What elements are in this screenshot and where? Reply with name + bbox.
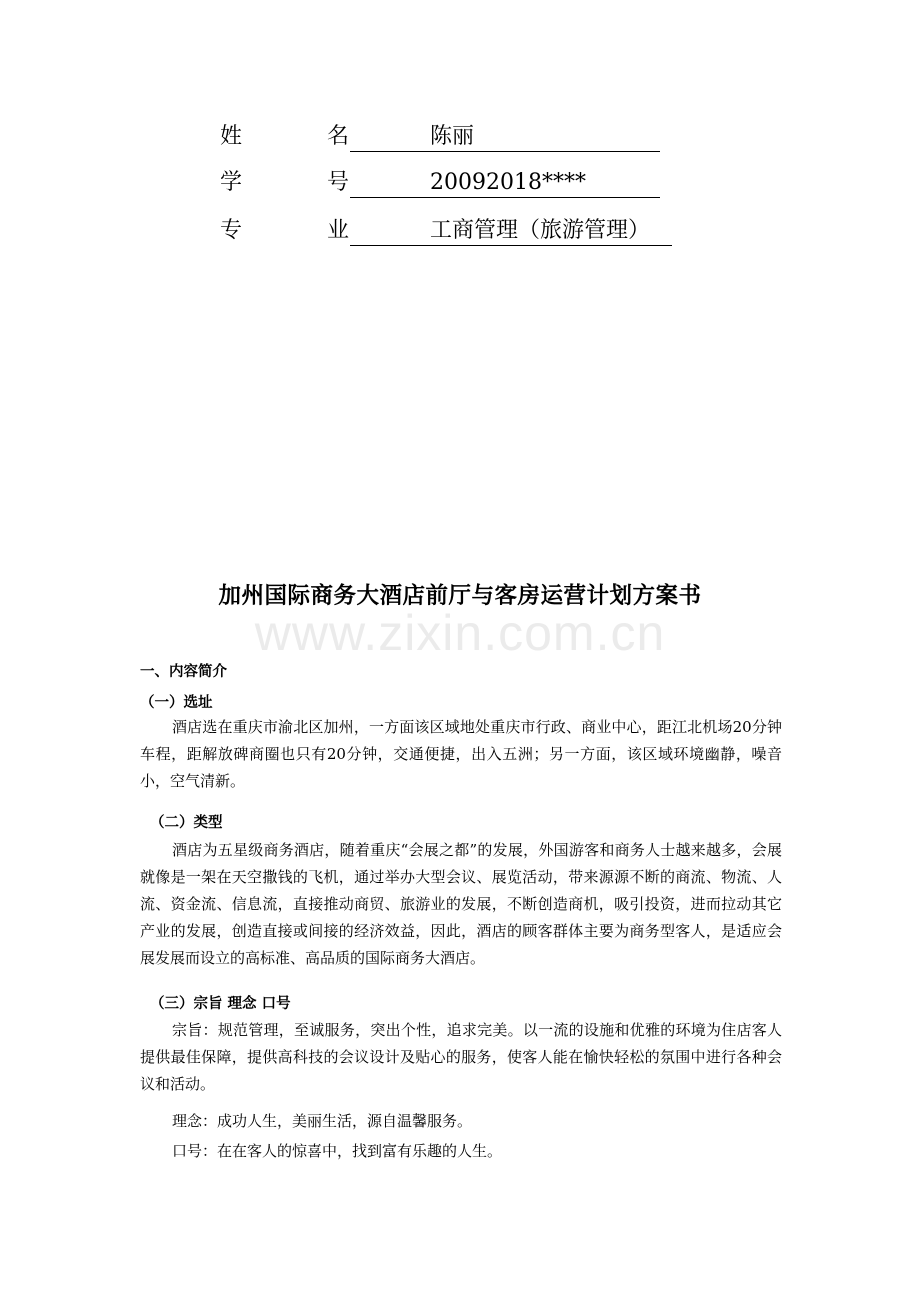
name-label-2: 名 xyxy=(327,124,350,149)
paragraph-slogan: 口号：在在客人的惊喜中，找到富有乐趣的人生。 xyxy=(172,1142,503,1160)
paragraph-aim: 宗旨：规范管理，至诚服务，突出个性，追求完美。以一流的设施和优雅的环境为住店客人提供最佳保障，提供高科技的会议设计及贴心的服务，使客人能在愉快轻松的氛围中进行各种会议和活动。 xyxy=(140,1021,782,1093)
document-title: 加州国际商务大酒店前厅与客房运营计划方案书 xyxy=(218,583,702,609)
id-value: 20092018**** xyxy=(430,170,586,195)
id-label-2: 号 xyxy=(327,170,350,195)
section-heading-intro: 一、内容简介 xyxy=(140,664,227,680)
major-label-1: 专 xyxy=(220,218,243,243)
subsection-heading-type: （二）类型 xyxy=(150,815,223,831)
major-value: 工商管理（旅游管理） xyxy=(430,218,651,243)
subsection-heading-site: （一）选址 xyxy=(140,695,213,711)
paragraph-idea: 理念：成功人生，美丽生活，源自温馨服务。 xyxy=(172,1112,473,1130)
id-underline xyxy=(350,167,660,198)
paragraph-site: 酒店选在重庆市渝北区加州，一方面该区域地处重庆市行政、商业中心，距江北机场20分钟车程，距解放碑商圈也只有20分钟，交通便捷，出入五洲；另一方面，该区域环境幽静，噪音小，空气清新。 xyxy=(140,718,782,790)
subsection-heading-aim: （三）宗旨 理念 口号 xyxy=(150,996,291,1012)
id-label-1: 学 xyxy=(220,170,243,195)
major-underline xyxy=(350,215,672,246)
paragraph-type: 酒店为五星级商务酒店，随着重庆“会展之都”的发展，外国游客和商务人士越来越多，会展就像是一架在天空撒钱的飞机，通过举办大型会议、展览活动，带来源源不断的商流、物流、人流、资金流、信息流，直接推动商贸、旅游业的发展，不断创造商机，吸引投资，进而拉动其它产业的发展，创造直接或间接的经济效益，因此，酒店的顾客群体主要为商务型客人，是适应会展发展而设立的高标准、高品质的国际商务大酒店。 xyxy=(140,841,782,967)
major-label-2: 业 xyxy=(327,218,350,243)
name-underline xyxy=(350,121,660,152)
name-value: 陈丽 xyxy=(430,124,475,149)
name-label-1: 姓 xyxy=(220,124,243,149)
watermark: www.zixin.com.cn xyxy=(254,605,666,661)
